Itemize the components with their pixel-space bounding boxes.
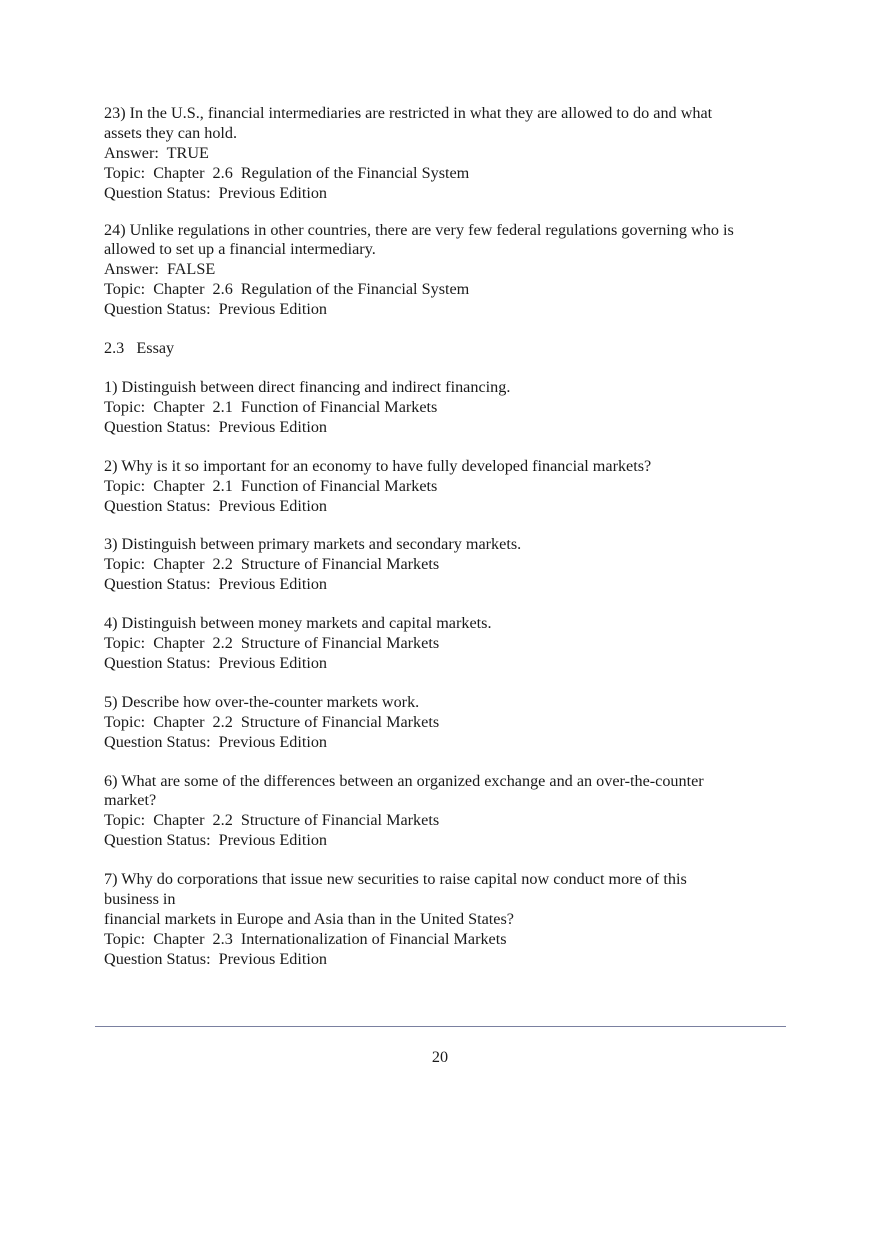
topic: Topic: Chapter 2.1 Function of Financial Markets	[104, 476, 438, 495]
question-status: Question Status: Previous Edition	[104, 183, 328, 202]
question-text: 4) Distinguish between money markets and capital markets.	[104, 614, 492, 633]
answer: Answer: FALSE	[104, 260, 216, 279]
topic: Topic: Chapter 2.6 Regulation of the Financial System	[104, 163, 470, 182]
section-heading-text: 2.3 Essay	[104, 339, 175, 358]
tf-question-24	[104, 221, 784, 321]
question-text: financial markets in Europe and Asia than in the United States?	[104, 910, 514, 928]
topic: Topic: Chapter 2.6 Regulation of the Financial System	[104, 280, 470, 299]
footer-divider	[95, 1026, 786, 1027]
answer: Answer: TRUE	[104, 143, 209, 162]
tf-question-23	[104, 104, 784, 204]
question-text: allowed to set up a financial intermediary.	[104, 240, 376, 259]
topic: Topic: Chapter 2.2 Structure of Financial Markets	[104, 555, 440, 574]
question-status: Question Status: Previous Edition	[104, 732, 328, 751]
question-text: 1) Distinguish between direct financing and indirect financing.	[104, 377, 511, 396]
question-status: Question Status: Previous Edition	[104, 300, 328, 319]
question-text: 23) In the U.S., financial intermediaries are restricted in what they are allowed to do and what	[104, 104, 713, 122]
question-text: 2) Why is it so important for an economy to have fully developed financial markets?	[104, 456, 652, 475]
essay-question-7	[104, 870, 784, 970]
question-text: 5) Describe how over-the-counter markets work.	[104, 692, 420, 711]
section-heading	[104, 339, 784, 359]
topic: Topic: Chapter 2.2 Structure of Financial Markets	[104, 712, 440, 731]
essay-question-5	[104, 693, 784, 753]
essay-question-2	[104, 457, 784, 517]
question-status: Question Status: Previous Edition	[104, 949, 328, 968]
question-status: Question Status: Previous Edition	[104, 575, 328, 594]
topic: Topic: Chapter 2.2 Structure of Financial Markets	[104, 811, 440, 830]
question-text: business in	[104, 890, 176, 909]
question-status: Question Status: Previous Edition	[104, 496, 328, 515]
question-status: Question Status: Previous Edition	[104, 653, 328, 672]
page-number: 20	[431, 1048, 449, 1066]
question-text: 3) Distinguish between primary markets and secondary markets.	[104, 535, 522, 554]
topic: Topic: Chapter 2.1 Function of Financial Markets	[104, 397, 438, 416]
topic: Topic: Chapter 2.3 Internationalization of Financial Markets	[104, 929, 507, 948]
question-text: 6) What are some of the differences between an organized exchange and an over-the-counter	[104, 771, 704, 790]
question-text: 24) Unlike regulations in other countries, there are very few federal regulations governing who is	[104, 220, 734, 239]
essay-question-4	[104, 614, 784, 674]
question-status: Question Status: Previous Edition	[104, 417, 328, 436]
essay-question-3	[104, 535, 784, 595]
topic: Topic: Chapter 2.2 Structure of Financial Markets	[104, 634, 440, 653]
essay-question-1	[104, 378, 784, 438]
question-text: 7) Why do corporations that issue new securities to raise capital now conduct more of this	[104, 870, 687, 889]
question-text: market?	[104, 791, 157, 810]
question-text: assets they can hold.	[104, 123, 238, 142]
question-status: Question Status: Previous Edition	[104, 831, 328, 850]
essay-question-6	[104, 772, 784, 852]
document-body	[104, 104, 784, 970]
